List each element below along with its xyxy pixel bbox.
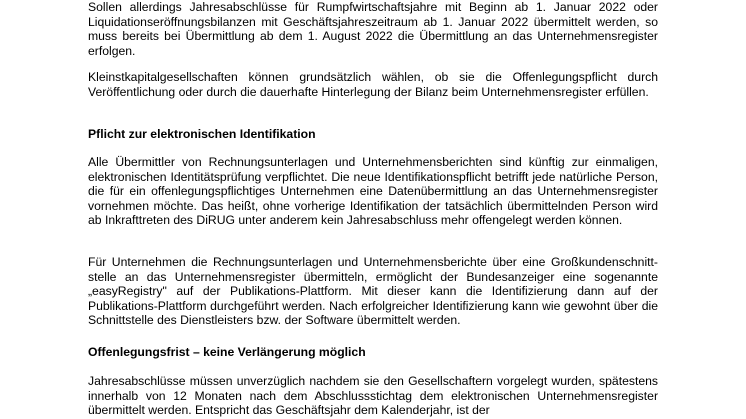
paragraph-kleinstkapitalgesellschaften: Kleinstkapitalgesellschaften können grundsätzlich wählen, ob sie die Offenlegungspflicht durch Veröffentlichung oder durch die dauerhafte Hinterlegung der Bilanz beim Unternehmensregister erfüllen. (88, 70, 658, 99)
heading-identifikation: Pflicht zur elektronischen Identifikation (88, 127, 316, 141)
paragraph-easyregistry: Für Unternehmen die Rechnungsunterlagen und Unternehmensberichte über eine Großkundenschnitt-stelle an das Unternehmensregister übermitteln, ermöglicht der Bundesanzeiger eine sogenannte „easyRegistry" auf der Publikations-Plattform. Mit dieser kann die Identifizierung dann auf der Publikations-Plattform durchgeführt werden. Nach erfolgreicher Identifizierung kann wie gewohnt über die Schnittstelle des Dienstleisters bzw. der Software übermittelt werden. (88, 255, 658, 328)
paragraph-rumpfwirtschaftsjahre: Sollen allerdings Jahresabschlüsse für Rumpfwirtschaftsjahre mit Beginn ab 1. Januar 2022 oder Liquidationseröffnungsbilanzen mit Geschäftsjahreszeitraum ab 1. Januar 2022 übermittelt werden, so muss bereits bei Übermittlung ab dem 1. August 2022 die Übermittlung an das Unternehmensregister erfolgen. (88, 0, 658, 58)
heading-offenlegungsfrist: Offenlegungsfrist – keine Verlängerung möglich (88, 345, 366, 359)
paragraph-jahresabschluesse: Jahresabschlüsse müssen unverzüglich nachdem sie den Gesellschaftern vorgelegt wurden, spätestens innerhalb von 12 Monaten nach dem Abschlussstichtag dem elektronischen Unternehmensregister übermittelt werden. Entspricht das Geschäftsjahr dem Kalenderjahr, ist der (88, 374, 658, 418)
paragraph-identifikationspflicht: Alle Übermittler von Rechnungsunterlagen und Unternehmensberichten sind künftig zur einmaligen, elektronischen Identitätsprüfung verpflichtet. Die neue Identifikationspflicht betrifft jede natürliche Person, die für ein offenlegungspflichtiges Unternehmen eine Datenübermittlung an das Unternehmensregister vornehmen möchte. Das heißt, ohne vorherige Identifikation der tatsächlich übermittelnden Person wird ab Inkrafttreten des DiRUG unter anderem kein Jahresabschluss mehr offengelegt werden können. (88, 155, 658, 228)
